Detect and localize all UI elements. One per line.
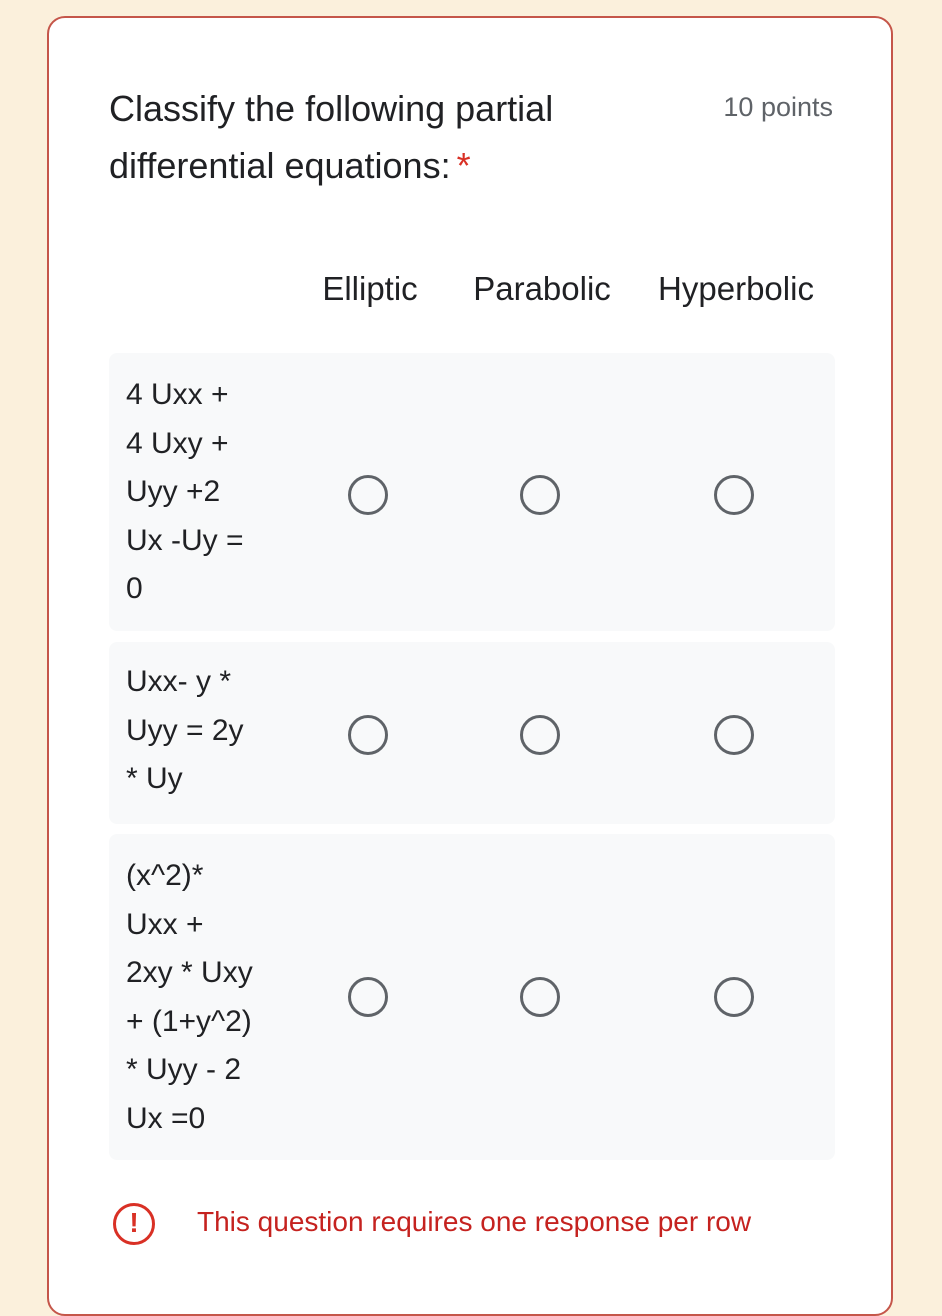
radio-row3-elliptic[interactable] xyxy=(348,977,388,1017)
grid-row-1 xyxy=(109,353,835,631)
radio-row1-hyperbolic[interactable] xyxy=(714,475,754,515)
row-label-2: Uxx- y * Uyy = 2y * Uy xyxy=(126,665,244,795)
error-icon: ! xyxy=(113,1203,155,1245)
row-label-3: (x^2)* Uxx + 2xy * Uxy + (1+y^2) * Uyy - 2 Ux =0 xyxy=(126,859,253,1135)
required-asterisk: * xyxy=(456,145,471,186)
column-headers xyxy=(49,270,895,320)
row-label-1: 4 Uxx + 4 Uxy + Uyy +2 Ux -Uy = 0 xyxy=(126,378,244,605)
radio-row2-elliptic[interactable] xyxy=(348,715,388,755)
radio-row2-hyperbolic[interactable] xyxy=(714,715,754,755)
error-message: This question requires one response per row xyxy=(197,1206,752,1237)
question-title xyxy=(109,80,579,194)
column-header-hyperbolic: Hyperbolic xyxy=(658,270,814,307)
column-header-parabolic: Parabolic xyxy=(473,270,611,307)
radio-row3-hyperbolic[interactable] xyxy=(714,977,754,1017)
grid-row-2 xyxy=(109,642,835,824)
radio-row1-elliptic[interactable] xyxy=(348,475,388,515)
column-header-elliptic: Elliptic xyxy=(322,270,418,307)
validation-error xyxy=(109,1200,849,1250)
question-card xyxy=(47,16,893,1316)
question-title-text: Classify the following partial differential equations: xyxy=(109,88,554,186)
grid-row-3 xyxy=(109,834,835,1160)
points-label: 10 points xyxy=(723,92,833,122)
radio-row2-parabolic[interactable] xyxy=(520,715,560,755)
radio-row1-parabolic[interactable] xyxy=(520,475,560,515)
radio-row3-parabolic[interactable] xyxy=(520,977,560,1017)
